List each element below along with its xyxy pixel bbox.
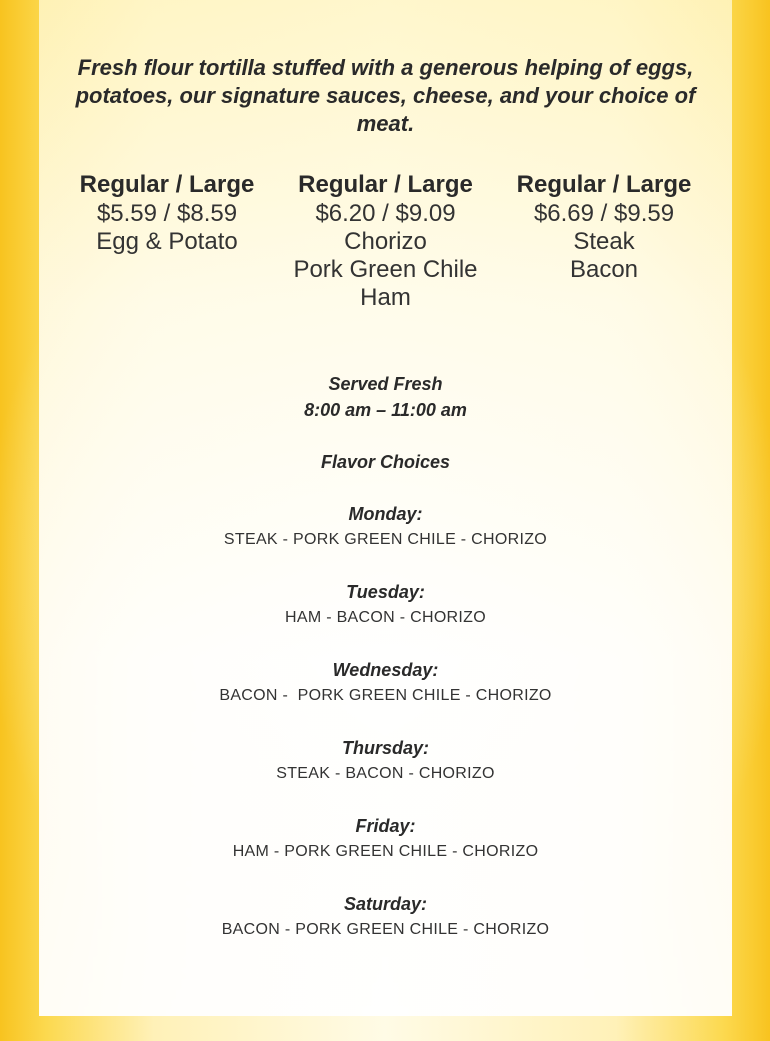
price-column-2 [277, 170, 495, 312]
day-flavors: STEAK - PORK GREEN CHILE - CHORIZO [223, 531, 548, 548]
day-flavors: BACON - PORK GREEN CHILE - CHORIZO [221, 921, 550, 938]
title-fragment [39, 0, 732, 4]
day-thursday [39, 735, 732, 787]
day-name: Friday: [355, 816, 416, 836]
menu-item: Chorizo [344, 228, 427, 255]
day-tuesday [39, 579, 732, 631]
price: $6.20 / $9.09 [315, 200, 456, 227]
day-name: Saturday: [343, 894, 428, 914]
menu-item: Pork Green Chile [293, 256, 478, 283]
day-name: Wednesday: [332, 660, 439, 680]
price: $5.59 / $8.59 [96, 200, 238, 227]
day-name: Tuesday: [346, 582, 425, 602]
price-columns [58, 170, 713, 312]
day-monday [39, 501, 732, 553]
size-heading: Regular / Large [79, 171, 255, 198]
price-column-1 [58, 170, 276, 312]
price-column-3 [495, 170, 713, 312]
menu-item: Egg & Potato [96, 228, 238, 255]
day-name: Thursday: [341, 738, 429, 758]
served-label: Served Fresh [328, 374, 443, 394]
day-flavors: STEAK - BACON - CHORIZO [276, 765, 495, 782]
day-name: Monday: [348, 504, 423, 524]
burrito-description: Fresh flour tortilla stuffed with a generous helping of eggs, potatoes, our signature sauces, cheese, and your choice of meat. [75, 55, 696, 136]
day-saturday [39, 891, 732, 943]
day-friday [39, 813, 732, 865]
schedule-section [39, 371, 732, 943]
flavor-choices-label: Flavor Choices [320, 452, 451, 472]
menu-item: Steak [573, 228, 635, 255]
day-flavors: HAM - PORK GREEN CHILE - CHORIZO [232, 843, 539, 860]
price: $6.69 / $9.59 [533, 200, 675, 227]
day-flavors: BACON - PORK GREEN CHILE - CHORIZO [219, 687, 552, 704]
size-heading: Regular / Large [298, 171, 473, 198]
size-heading: Regular / Large [516, 171, 692, 198]
menu-panel [39, 0, 732, 1016]
day-flavors: HAM - BACON - CHORIZO [285, 609, 486, 626]
menu-item: Bacon [569, 256, 639, 283]
day-wednesday [39, 657, 732, 709]
serving-hours: 8:00 am – 11:00 am [304, 400, 467, 420]
menu-item: Ham [360, 284, 411, 311]
